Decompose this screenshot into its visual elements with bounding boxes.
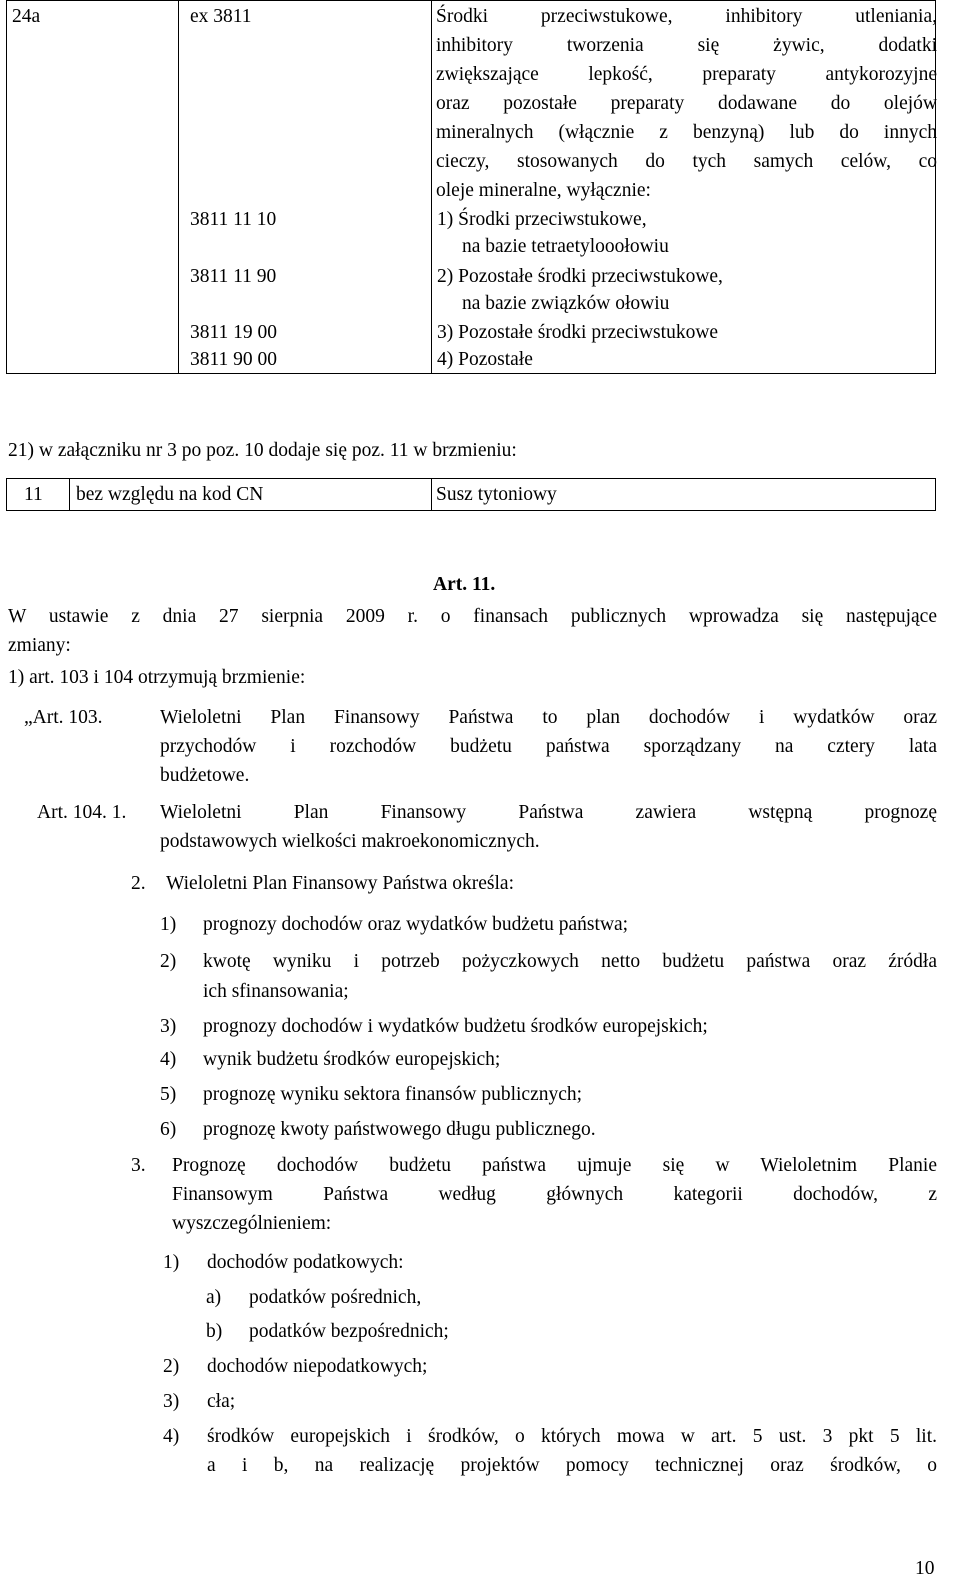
list-item-number: 4) xyxy=(163,1426,180,1447)
description-line: Środki przeciwstukowe, inhibitory utleniania, xyxy=(436,6,937,27)
list-item: cła; xyxy=(207,1391,236,1412)
article-label: Art. 104. 1. xyxy=(37,802,127,823)
page-number: 10 xyxy=(915,1558,935,1579)
sub-description: na bazie tetraetylooołowiu xyxy=(462,236,669,257)
description-line: mineralnych (włącznie z benzyną) lub do innych xyxy=(436,122,937,143)
paragraph-text: Wieloletni Plan Finansowy Państwa określa: xyxy=(166,873,515,894)
sub-description: na bazie związków ołowiu xyxy=(462,293,670,314)
list-subitem: podatków bezpośrednich; xyxy=(249,1321,449,1342)
amendment-item: 1) art. 103 i 104 otrzymują brzmienie: xyxy=(8,667,306,688)
sub-code: 3811 90 00 xyxy=(190,349,278,370)
list-item-number: 2) xyxy=(160,951,177,972)
text-line: ich sfinansowania; xyxy=(203,981,349,1002)
annex-item-number: 11 xyxy=(24,484,43,505)
text-line: Wieloletni Plan Finansowy Państwa zawiera wstępną prognozę xyxy=(160,802,937,823)
paragraph-number: 3. xyxy=(131,1155,146,1176)
table-divider xyxy=(431,479,432,510)
sub-description: 4) Pozostałe xyxy=(437,349,533,370)
table-divider xyxy=(69,479,70,510)
paragraph-number: 2. xyxy=(131,873,146,894)
table-divider xyxy=(431,1,432,373)
sub-code: 3811 11 10 xyxy=(190,209,277,230)
sub-description: 3) Pozostałe środki przeciwstukowe xyxy=(437,322,719,343)
article-text xyxy=(160,708,937,766)
list-item xyxy=(203,952,937,981)
list-item: wynik budżetu środków europejskich; xyxy=(203,1049,501,1070)
article-text xyxy=(160,803,937,832)
article-intro xyxy=(8,607,937,636)
text-line: przychodów i rozchodów budżetu państwa sporządzany na cztery lata xyxy=(160,736,937,757)
text-line: środków europejskich i środków, o których mowa w art. 5 ust. 3 pkt 5 lit. xyxy=(207,1426,937,1447)
paragraph-text xyxy=(172,1156,937,1214)
amendment-paragraph: 21) w załączniku nr 3 po poz. 10 dodaje się poz. 11 w brzmieniu: xyxy=(8,440,517,461)
list-item-number: 4) xyxy=(160,1049,177,1070)
sub-code: 3811 19 00 xyxy=(190,322,278,343)
annex-cn-code: bez względu na kod CN xyxy=(76,484,264,505)
annex-description: Susz tytoniowy xyxy=(436,484,557,505)
sub-description: 2) Pozostałe środki przeciwstukowe, xyxy=(437,266,723,287)
list-item-number: 6) xyxy=(160,1119,177,1140)
text-line: Prognozę dochodów budżetu państwa ujmuje się w Wieloletnim Planie xyxy=(172,1155,937,1176)
text-line: Wieloletni Plan Finansowy Państwa to plan dochodów i wydatków oraz xyxy=(160,707,937,728)
list-item-number: 3) xyxy=(160,1016,177,1037)
text-line: Finansowym Państwa według głównych kategorii dochodów, z xyxy=(172,1184,937,1205)
description-line: oleje mineralne, wyłącznie: xyxy=(436,180,651,201)
list-subitem-letter: a) xyxy=(206,1287,222,1308)
list-subitem: podatków pośrednich, xyxy=(249,1287,422,1308)
description-line: cieczy, stosowanych do tych samych celów, co xyxy=(436,151,937,172)
text-line: budżetowe. xyxy=(160,765,250,786)
text-line: podstawowych wielkości makroekonomicznych. xyxy=(160,831,540,852)
list-item: prognozę kwoty państwowego długu publicznego. xyxy=(203,1119,596,1140)
cn-code: ex 3811 xyxy=(190,6,252,27)
goods-description xyxy=(436,7,937,181)
text-line: wyszczególnieniem: xyxy=(172,1213,332,1234)
text-line: W ustawie z dnia 27 sierpnia 2009 r. o finansach publicznych wprowadza się następujące xyxy=(8,606,937,627)
list-item xyxy=(207,1427,937,1485)
list-item-number: 2) xyxy=(163,1356,180,1377)
description-line: inhibitory tworzenia się żywic, dodatki xyxy=(436,35,937,56)
text-line: kwotę wyniku i potrzeb pożyczkowych netto budżetu państwa oraz źródła xyxy=(203,951,937,972)
list-item: prognozy dochodów i wydatków budżetu środków europejskich; xyxy=(203,1016,708,1037)
list-item-number: 3) xyxy=(163,1391,180,1412)
item-number: 24a xyxy=(12,6,41,27)
text-line: zmiany: xyxy=(8,635,71,656)
list-item: dochodów niepodatkowych; xyxy=(207,1356,428,1377)
list-subitem-letter: b) xyxy=(206,1321,223,1342)
list-item-number: 1) xyxy=(160,914,177,935)
description-line: zwiększające lepkość, preparaty antykorozyjne xyxy=(436,64,937,85)
description-line: oraz pozostałe preparaty dodawane do olejów xyxy=(436,93,937,114)
article-heading: Art. 11. xyxy=(433,574,496,595)
list-item-number: 5) xyxy=(160,1084,177,1105)
sub-code: 3811 11 90 xyxy=(190,266,277,287)
list-item-number: 1) xyxy=(163,1252,180,1273)
sub-description: 1) Środki przeciwstukowe, xyxy=(437,209,647,230)
article-label: „Art. 103. xyxy=(24,707,103,728)
text-line: a i b, na realizację projektów pomocy technicznej oraz środków, o xyxy=(207,1455,937,1476)
table-divider xyxy=(178,1,179,373)
list-item: prognozy dochodów oraz wydatków budżetu państwa; xyxy=(203,914,629,935)
list-item: prognozę wyniku sektora finansów publicznych; xyxy=(203,1084,583,1105)
list-item: dochodów podatkowych: xyxy=(207,1252,404,1273)
